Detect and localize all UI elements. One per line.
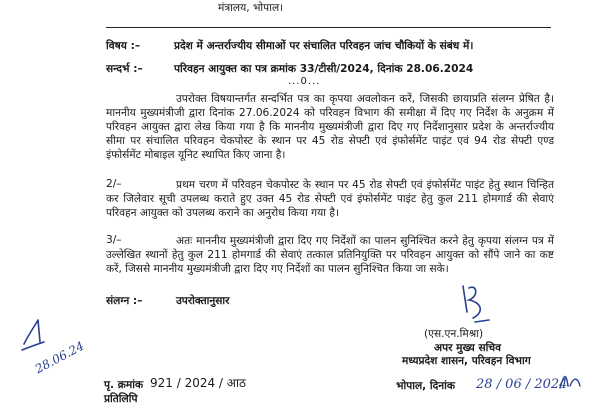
reference-text: परिवहन आयुक्त का पत्र क्रमांक 33/टीसी/2024, दिनांक 28.06.2024 bbox=[174, 63, 474, 75]
signatory-designation: अपर मुख्य सचिव bbox=[434, 342, 502, 354]
address-fragment: मंत्रालय, भोपाल। bbox=[218, 2, 284, 14]
enclosure-text: उपरोक्तानुसार bbox=[176, 295, 230, 307]
endorsement-number-value: 921 / 2024 / आठ bbox=[150, 376, 247, 390]
paragraph-3: अतः माननीय मुख्यमंत्रीजी द्वारा दिए गए निर्देशों का पालन सुनिश्चित करने हेतु कृपया संलग्न पत्र में उल्लेखित स्थानों हेतु कुल 211 होमगार्ड की सेवाएं तत्काल प्रतिनियुक्ति पर परिवहन आयुक्त को सौंपे जाने का कष्ट करें, जिससे माननीय मुख्यमंत्रीजी द्वारा दिए गए निर्देशों का पालन सुनिश्चित किया जा सके। bbox=[106, 235, 554, 275]
initial-mark bbox=[556, 370, 584, 392]
paragraph-3-number: 3/– bbox=[106, 234, 122, 246]
signatory-date-value: 28 / 06 / 2024 bbox=[476, 377, 568, 392]
paragraph-2-number: 2/– bbox=[106, 178, 122, 190]
subject-label: विषय :– bbox=[106, 40, 141, 52]
signatory-place-date-prefix: भोपाल, दिनांक bbox=[396, 380, 455, 392]
reference-label: सन्दर्भ :– bbox=[106, 63, 143, 75]
endorsement-number-prefix: पृ. क्रमांक bbox=[104, 379, 144, 391]
header-divider bbox=[106, 27, 551, 28]
subject-text: प्रदेश में अन्तर्राज्यीय सीमाओं पर संचालित परिवहन जांच चौकियों के संबंध में। bbox=[174, 40, 474, 52]
signatory-name: (एस.एन.मिश्रा) bbox=[424, 328, 484, 340]
margin-handwritten-note bbox=[18, 310, 87, 377]
svg-text:28.06.24: 28.06.24 bbox=[32, 338, 87, 377]
copy-label: प्रतिलिपि bbox=[104, 393, 138, 405]
paragraph-2: प्रथम चरण में परिवहन चेकपोस्ट के स्थान पर 45 रोड सेफ्टी एवं इंफोर्समेंट पाइंट हेतु स्थान चिन्हित कर जिलेवार सूची उपलब्ध कराते हुए उक्त 45 रोड सेफ्टी एवं इंफोर्समेंट पाइंट हेतु कुल 211 होमगार्ड की सेवाएं परिवहन आयुक्त को उपलब्ध कराने का अनुरोध किया गया है। bbox=[106, 179, 554, 219]
handwritten-signature bbox=[455, 282, 495, 327]
enclosure-label: संलग्न :– bbox=[106, 295, 143, 307]
paragraph-1: उपरोक्त विषयान्तर्गत सन्दर्भित पत्र का कृपया अवलोकन करें, जिसकी छायाप्रति संलग्न प्रेषित है। माननीय मुख्यमंत्रीजी द्वारा दिनांक 27.06.2024 को परिवहन विभाग की समीक्षा में दिए गए निर्देश के अनुक्रम में परिवहन आयुक्त द्वारा लेख किया गया है कि माननीय मुख्यमंत्रीजी द्वारा दिए गए निर्देशानुसार प्रदेश के अन्तर्राज्यीय सीमा पर संचालित परिवहन चेकपोस्ट के स्थान पर 45 रोड सेफ्टी एवं इंफोर्समेंट पाइंट एवं 94 रोड सेफ्टी एण्ड इंफोर्समेंट मोबाइल यूनिट स्थापित किए जाना है। bbox=[106, 93, 554, 161]
signatory-department: मध्यप्रदेश शासन, परिवहन विभाग bbox=[402, 355, 531, 367]
separator: ...0... bbox=[288, 76, 321, 87]
